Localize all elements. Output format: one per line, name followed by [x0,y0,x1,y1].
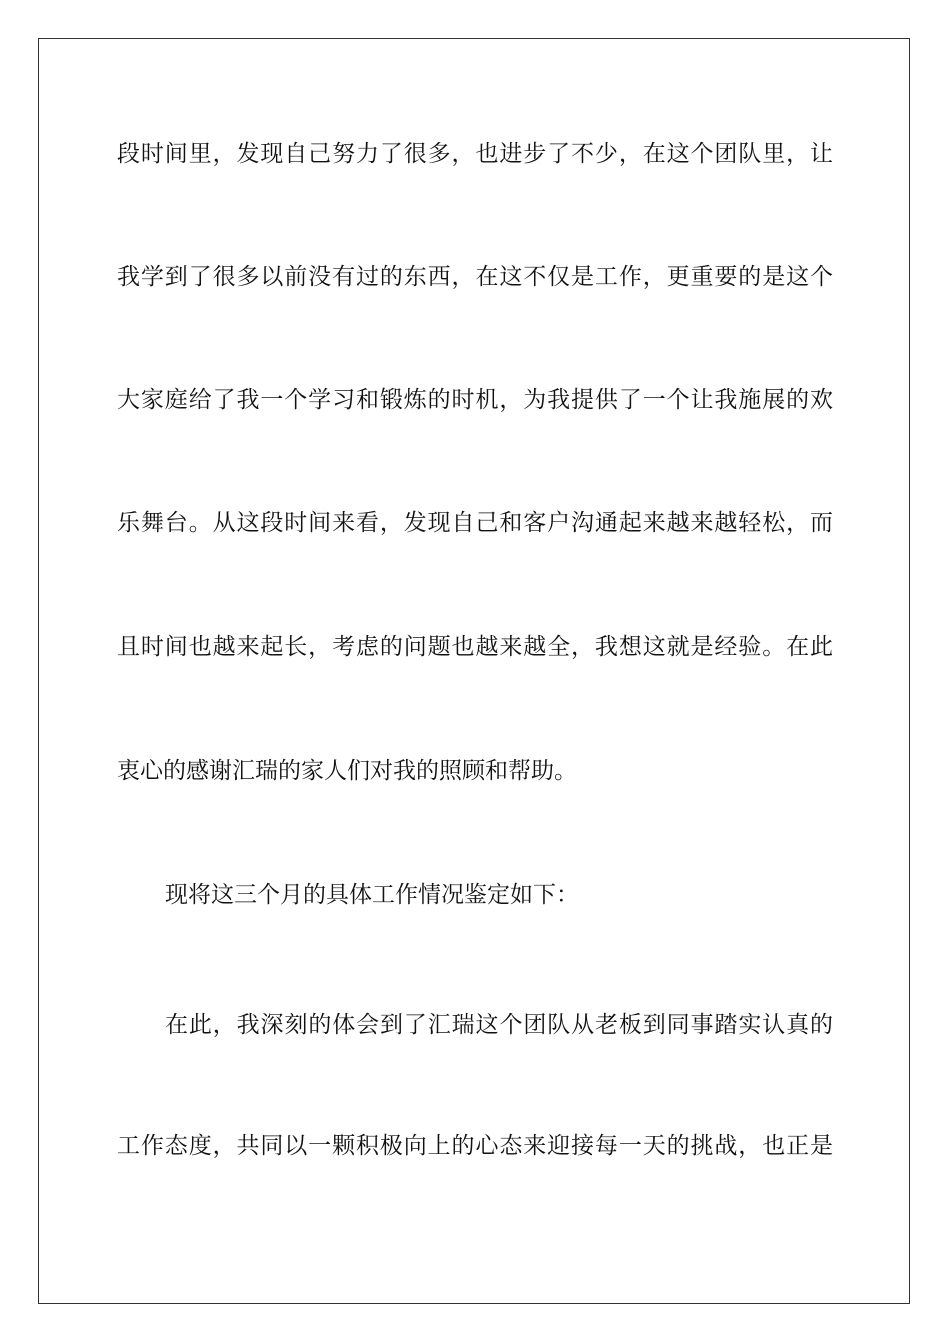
paragraph-line: 在此，我深刻的体会到了汇瑞这个团队从老板到同事踏实认真的 [165,1012,833,1038]
paragraph-line: 衷心的感谢汇瑞的家人们对我的照顾和帮助。 [117,758,577,784]
paragraph-line: 现将这三个月的具体工作情况鉴定如下： [165,882,579,908]
page-border [38,38,910,1304]
paragraph-line: 段时间里，发现自己努力了很多，也进步了不少，在这个团队里，让 [117,141,833,167]
paragraph-line: 且时间也越来起长，考虑的问题也越来越全，我想这就是经验。在此 [117,634,833,660]
paragraph-line: 大家庭给了我一个学习和锻炼的时机，为我提供了一个让我施展的欢 [117,387,833,413]
paragraph-line: 乐舞台。从这段时间来看，发现自己和客户沟通起来越来越轻松，而 [117,510,833,536]
paragraph-line: 我学到了很多以前没有过的东西，在这不仅是工作，更重要的是这个 [117,264,833,290]
paragraph-line: 工作态度，共同以一颗积极向上的心态来迎接每一天的挑战，也正是 [117,1133,833,1159]
